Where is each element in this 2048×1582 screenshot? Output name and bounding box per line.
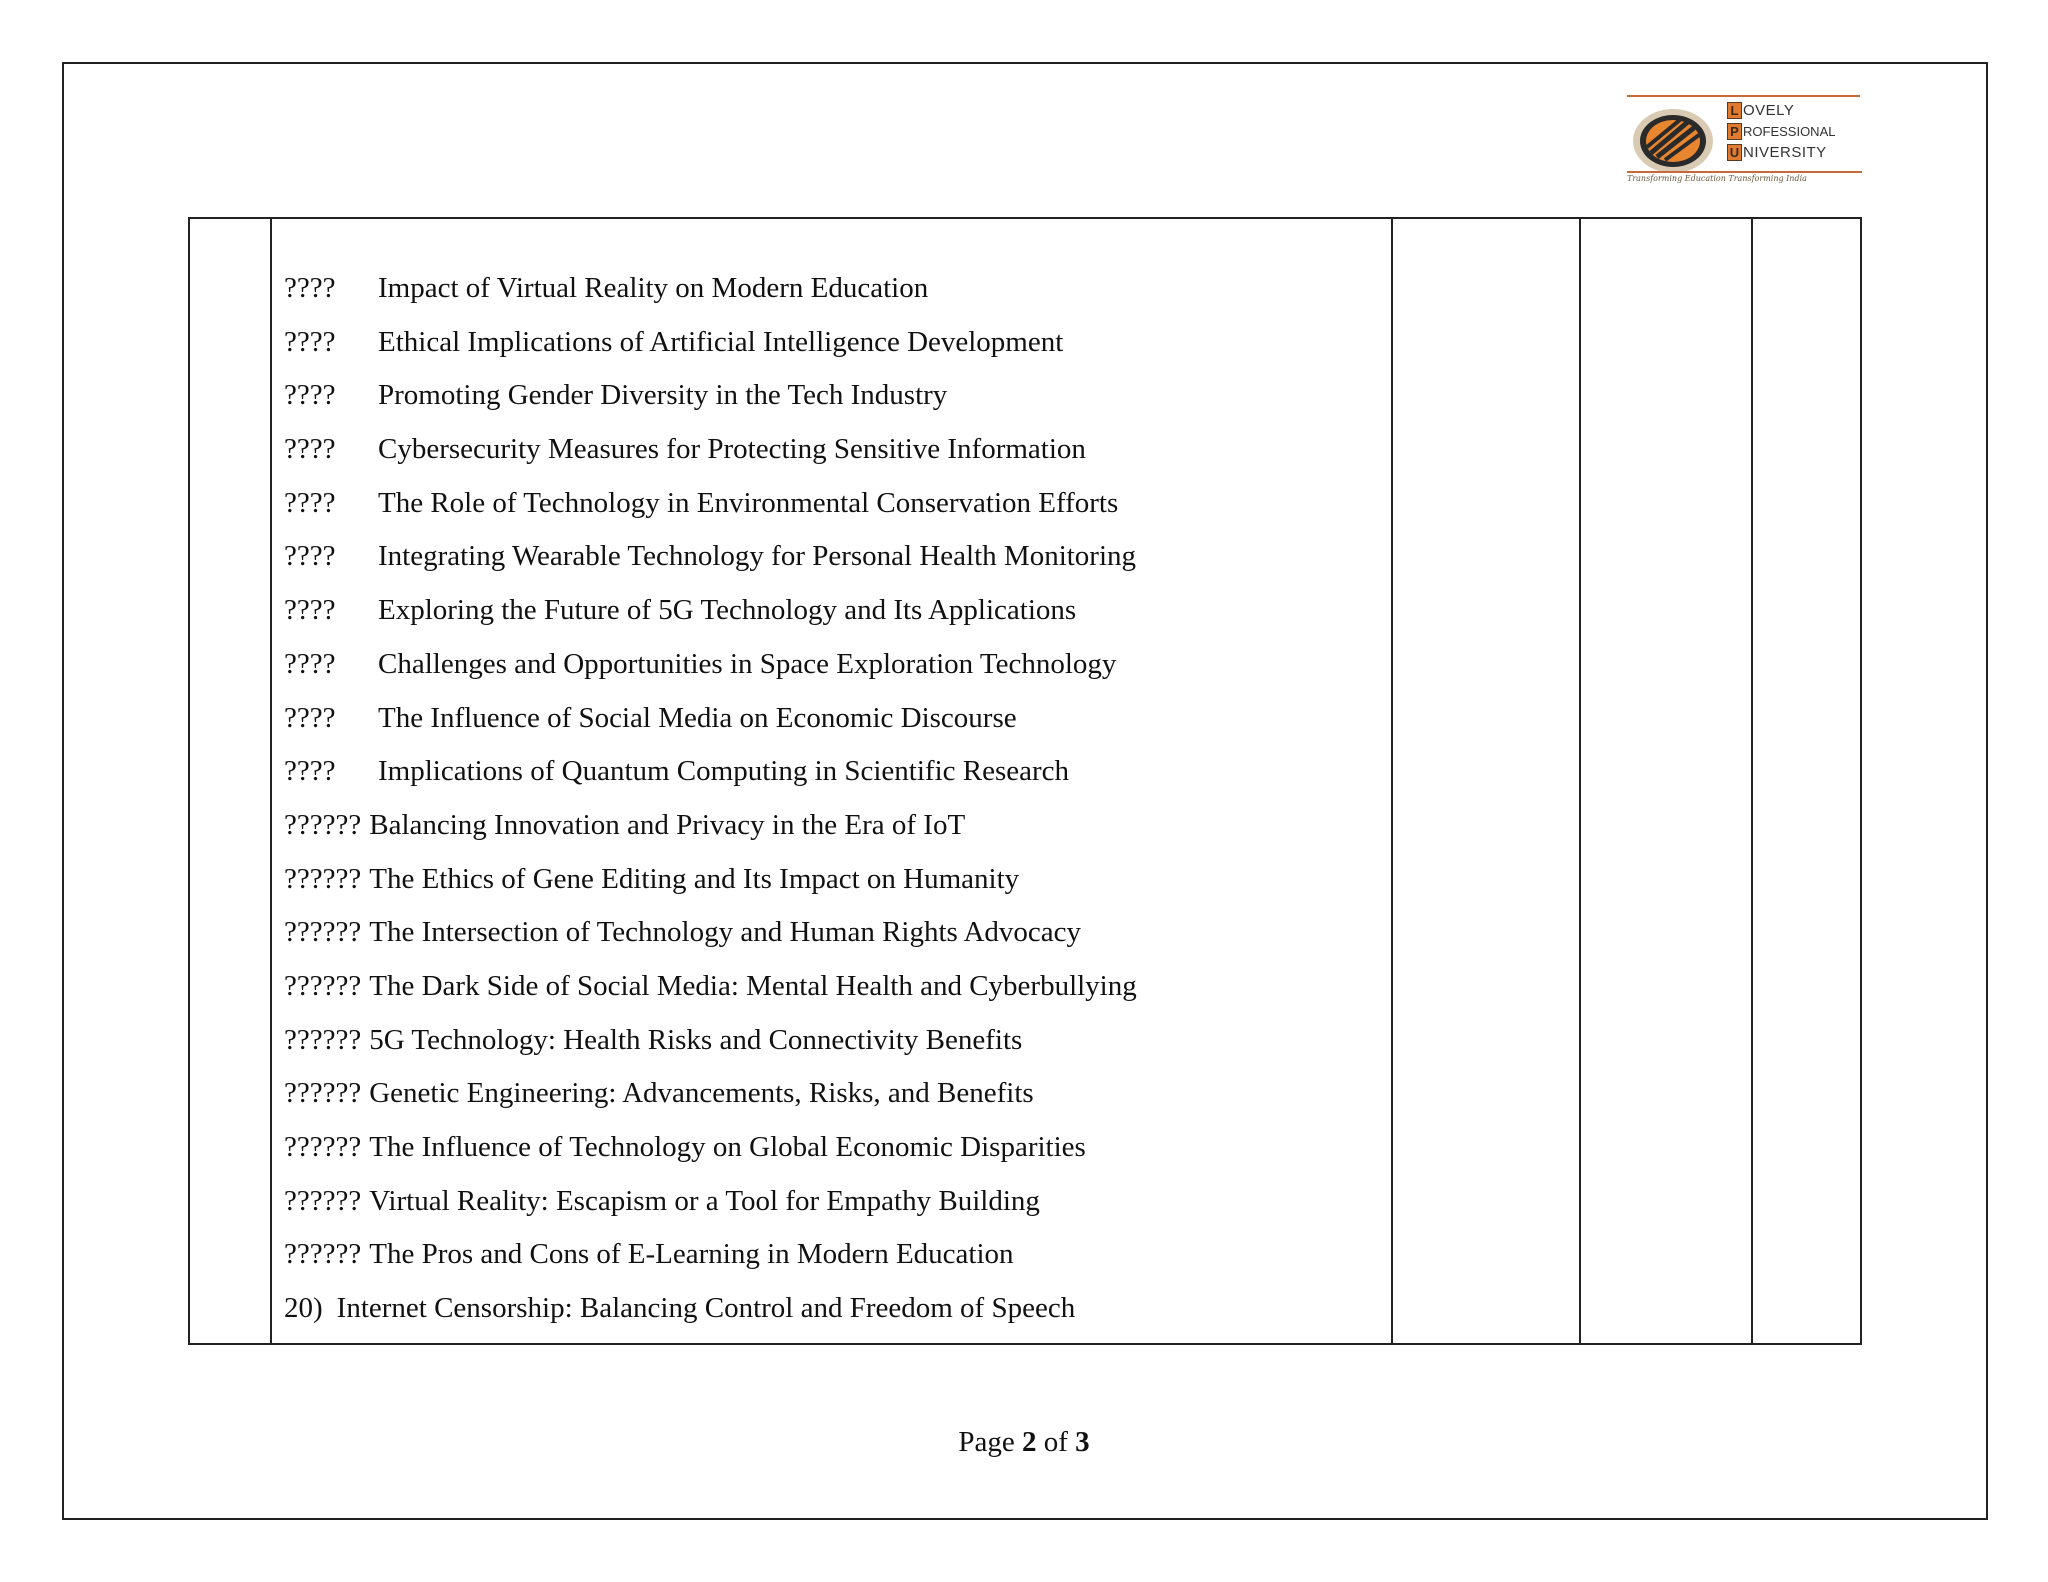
logo-word: NIVERSITY — [1743, 143, 1827, 161]
topic-number: ?????? — [284, 1077, 362, 1110]
topic-title: Internet Censorship: Balancing Control and Freedom of Speech — [336, 1292, 1076, 1325]
logo-wordmark — [1727, 100, 1862, 163]
logo-row-university — [1727, 142, 1862, 162]
logo-emblem-icon — [1629, 103, 1719, 175]
topic-number: ???? — [284, 701, 336, 734]
topic-number: ?????? — [284, 916, 362, 949]
topic-title: Promoting Gender Diversity in the Tech Industry — [378, 379, 948, 412]
topic-number: ?????? — [284, 1238, 362, 1271]
page-footer — [0, 1426, 2048, 1459]
table-column-divider — [1391, 219, 1393, 1343]
topic-number: ???? — [284, 379, 336, 412]
topic-title: Challenges and Opportunities in Space Exploration Technology — [378, 647, 1117, 680]
topic-list-item — [284, 1073, 1384, 1127]
topic-list-item — [284, 322, 1384, 376]
topic-list-item — [284, 912, 1384, 966]
topic-number: ?????? — [284, 969, 362, 1002]
page-word: Page — [958, 1426, 1015, 1458]
logo-word: OVELY — [1743, 101, 1795, 119]
topic-list-item — [284, 859, 1384, 913]
logo-tagline: Transforming Education Transforming India — [1627, 171, 1862, 183]
topic-title: Impact of Virtual Reality on Modern Education — [378, 272, 929, 304]
topic-list-item — [284, 1127, 1384, 1181]
total-pages-number: 3 — [1075, 1426, 1090, 1458]
logo-letter: L — [1727, 102, 1742, 119]
university-logo — [1627, 95, 1862, 185]
topic-number: ???? — [284, 594, 336, 627]
logo-row-lovely — [1727, 100, 1862, 120]
table-column-divider — [270, 219, 272, 1343]
topic-number: ???? — [284, 272, 336, 304]
topic-number: ?????? — [284, 1131, 362, 1163]
topic-number: ???? — [284, 486, 336, 519]
topic-list-item — [284, 698, 1384, 752]
topic-number: 20) — [284, 1292, 323, 1325]
topic-number: ???? — [284, 540, 336, 573]
topic-number: ?????? — [284, 1184, 362, 1217]
logo-top-rule — [1627, 95, 1860, 97]
topic-title: Balancing Innovation and Privacy in the Era of IoT — [369, 808, 966, 841]
topic-list — [284, 268, 1384, 1342]
topic-title: Ethical Implications of Artificial Intelligence Development — [378, 325, 1064, 358]
topic-list-item — [284, 1181, 1384, 1235]
topic-list-item — [284, 483, 1384, 537]
topic-number: ?????? — [284, 862, 362, 895]
topic-number: ???? — [284, 647, 336, 680]
table-column-divider — [1751, 219, 1753, 1343]
topic-list-item — [284, 1020, 1384, 1074]
topic-title: The Ethics of Gene Editing and Its Impact on Humanity — [369, 862, 1020, 895]
topic-number: ???? — [284, 325, 336, 358]
topic-list-item — [284, 268, 1384, 322]
topic-list-item — [284, 751, 1384, 805]
topic-list-item — [284, 805, 1384, 859]
topic-title: Implications of Quantum Computing in Scientific Research — [378, 755, 1070, 788]
topic-list-item — [284, 1234, 1384, 1288]
topic-title: The Intersection of Technology and Human Rights Advocacy — [369, 916, 1082, 949]
logo-letter: U — [1727, 144, 1742, 161]
table-column-divider — [1579, 219, 1581, 1343]
topic-title: Genetic Engineering: Advancements, Risks, and Benefits — [369, 1077, 1034, 1110]
topic-number: ???? — [284, 755, 336, 788]
topic-title: 5G Technology: Health Risks and Connectivity Benefits — [369, 1023, 1023, 1056]
topic-list-item — [284, 536, 1384, 590]
topic-list-item — [284, 1288, 1384, 1342]
logo-row-professional — [1727, 121, 1862, 141]
topic-title: The Dark Side of Social Media: Mental Health and Cyberbullying — [369, 969, 1137, 1002]
topic-title: The Influence of Social Media on Economic Discourse — [378, 701, 1017, 734]
topic-list-item — [284, 429, 1384, 483]
topic-title: The Role of Technology in Environmental Conservation Efforts — [378, 486, 1119, 519]
topic-title: Virtual Reality: Escapism or a Tool for Empathy Building — [369, 1184, 1040, 1217]
topic-list-item — [284, 966, 1384, 1020]
topic-list-item — [284, 375, 1384, 429]
of-word: of — [1043, 1426, 1068, 1458]
topic-list-item — [284, 644, 1384, 698]
topic-number: ?????? — [284, 808, 362, 841]
current-page-number: 2 — [1021, 1426, 1037, 1458]
topic-number: ???? — [284, 433, 336, 466]
topic-title: The Pros and Cons of E-Learning in Modern Education — [369, 1238, 1014, 1271]
topic-title: The Influence of Technology on Global Economic Disparities — [369, 1131, 1086, 1163]
topic-title: Integrating Wearable Technology for Personal Health Monitoring — [378, 540, 1137, 573]
logo-word: ROFESSIONAL — [1743, 123, 1836, 139]
topic-list-item — [284, 590, 1384, 644]
logo-letter: P — [1727, 123, 1742, 140]
topic-title: Cybersecurity Measures for Protecting Sensitive Information — [378, 433, 1086, 466]
topic-number: ?????? — [284, 1023, 362, 1056]
topic-title: Exploring the Future of 5G Technology and Its Applications — [378, 594, 1077, 627]
